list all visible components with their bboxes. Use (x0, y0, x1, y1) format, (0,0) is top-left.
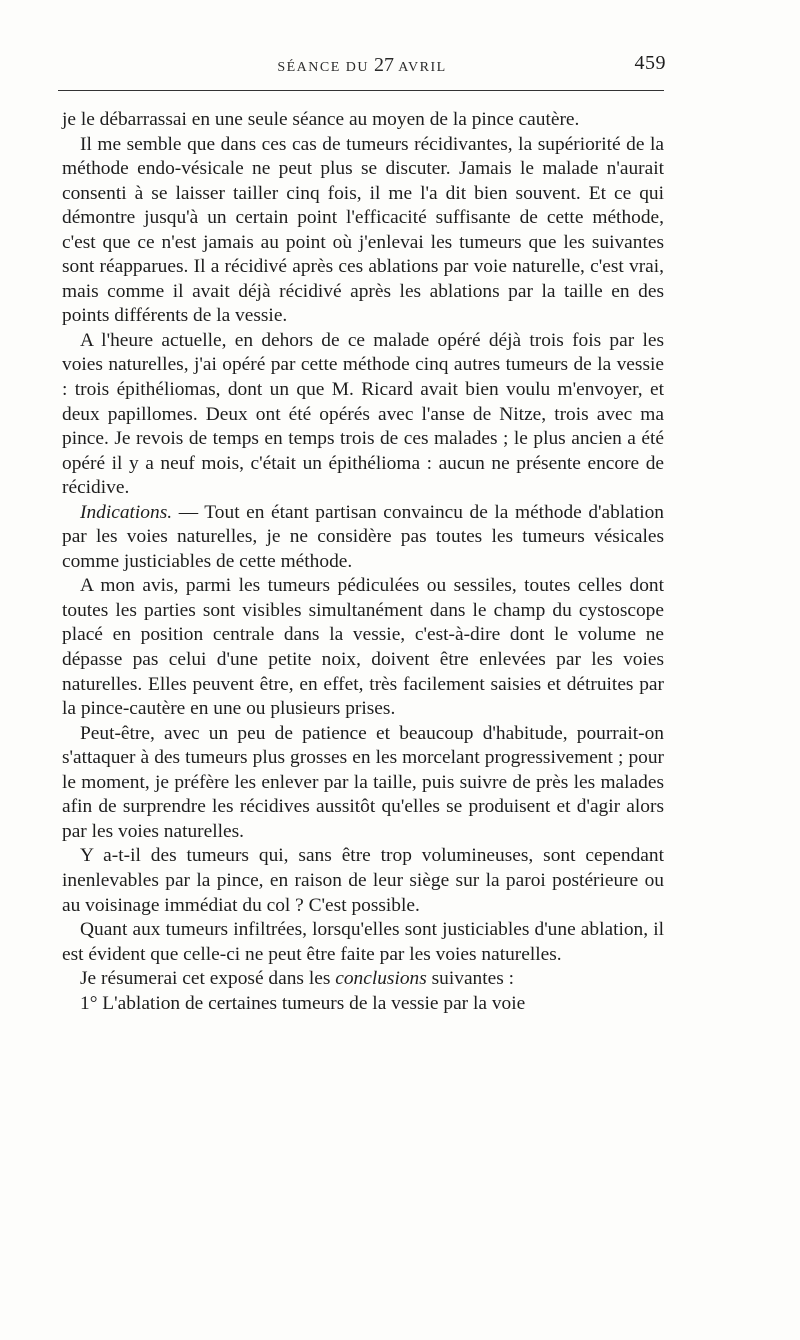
running-title (58, 54, 666, 77)
paragraph-indications (62, 501, 664, 575)
paragraph-text: suivantes : (426, 968, 515, 990)
paragraph: Peut-être, avec un peu de patience et beaucoup d'habitude, pourrait-on s'attaquer à des tumeurs plus grosses en les morcelant progressivement ; pour le moment, je préfère les enlever par la taille, puis suivre de près les malades afin de surprendre les récidives aussitôt qu'elles se produisent et d'agir alors par les voies naturelles. (62, 722, 664, 842)
page-number: 459 (634, 52, 666, 74)
section-heading-indications: Indications. (80, 501, 173, 523)
paragraph-conclusions-intro (62, 967, 664, 992)
paragraph: Il me semble que dans ces cas de tumeurs récidivantes, la supériorité de la méthode endo-vésicale ne peut plus se discuter. Jamais le malade n'aurait consenti à se laisser tailler cinq fois, il me l'a dit bien souvent. Et ce qui démontre jusqu'à un certain point l'efficacité suffisante de cette méthode, c'est que ce n'est jamais au point où j'enlevai les tumeurs que les suivantes sont réapparues. Il a récidivé après ces ablations par voie naturelle, c'est vrai, mais comme il avait déjà récidivé après les ablations par la taille en des points différents de la vessie. (62, 133, 664, 327)
paragraph: A l'heure actuelle, en dehors de ce malade opéré déjà trois fois par les voies naturelles, j'ai opéré par cette méthode cinq autres tumeurs de la vessie : trois épithéliomas, dont un que M. Ricard avait bien voulu m'envoyer, et deux papillomes. Deux ont été opérés avec l'anse de Nitze, trois avec ma pince. Je revois de temps en temps trois de ces malades ; le plus ancien a été opéré il y a neuf mois, c'était un épithélioma : aucun ne présente encore de récidive. (62, 329, 664, 499)
paragraph-conclusion-1: 1° L'ablation de certaines tumeurs de la vessie par la voie (80, 992, 526, 1014)
paragraph: Quant aux tumeurs infiltrées, lorsqu'elles sont justiciables d'une ablation, il est évident que celle-ci ne peut être faite par les voies naturelles. (62, 919, 664, 965)
running-title-month: AVRIL (398, 60, 447, 75)
paragraph: Y a-t-il des tumeurs qui, sans être trop volumineuses, sont cependant inenlevables par la pince, en raison de leur siège sur la paroi postérieure ou au voisinage immédiat du col ? C'est possible. (62, 845, 664, 916)
emphasis-conclusions: conclusions (335, 968, 427, 990)
paragraph: je le débarrassai en une seule séance au moyen de la pince cautère. (62, 109, 580, 130)
paragraph-text: Je résumerai cet exposé dans les (80, 968, 336, 990)
running-title-prefix: SÉANCE DU (277, 60, 369, 75)
running-title-day: 27 (373, 54, 394, 76)
page-header (58, 52, 666, 80)
body-text (62, 108, 664, 1016)
paragraph-text: — Tout en étant partisan convaincu de la méthode d'ablation par les voies naturelles, je ne considère pas toutes les tumeurs vésicales comme justiciables de cette méthode. (62, 501, 664, 572)
header-rule (58, 90, 664, 91)
paragraph: A mon avis, parmi les tumeurs pédiculées ou sessiles, toutes celles dont toutes les parties sont visibles simultanément dans le champ du cystoscope placé en position centrale dans la vessie, c'est-à-dire dont le volume ne dépasse pas celui d'une petite noix, doivent être enlevées par les voies naturelles. Elles peuvent être, en effet, très facilement saisies et détruites par la pince-cautère en une ou plusieurs prises. (62, 575, 664, 720)
